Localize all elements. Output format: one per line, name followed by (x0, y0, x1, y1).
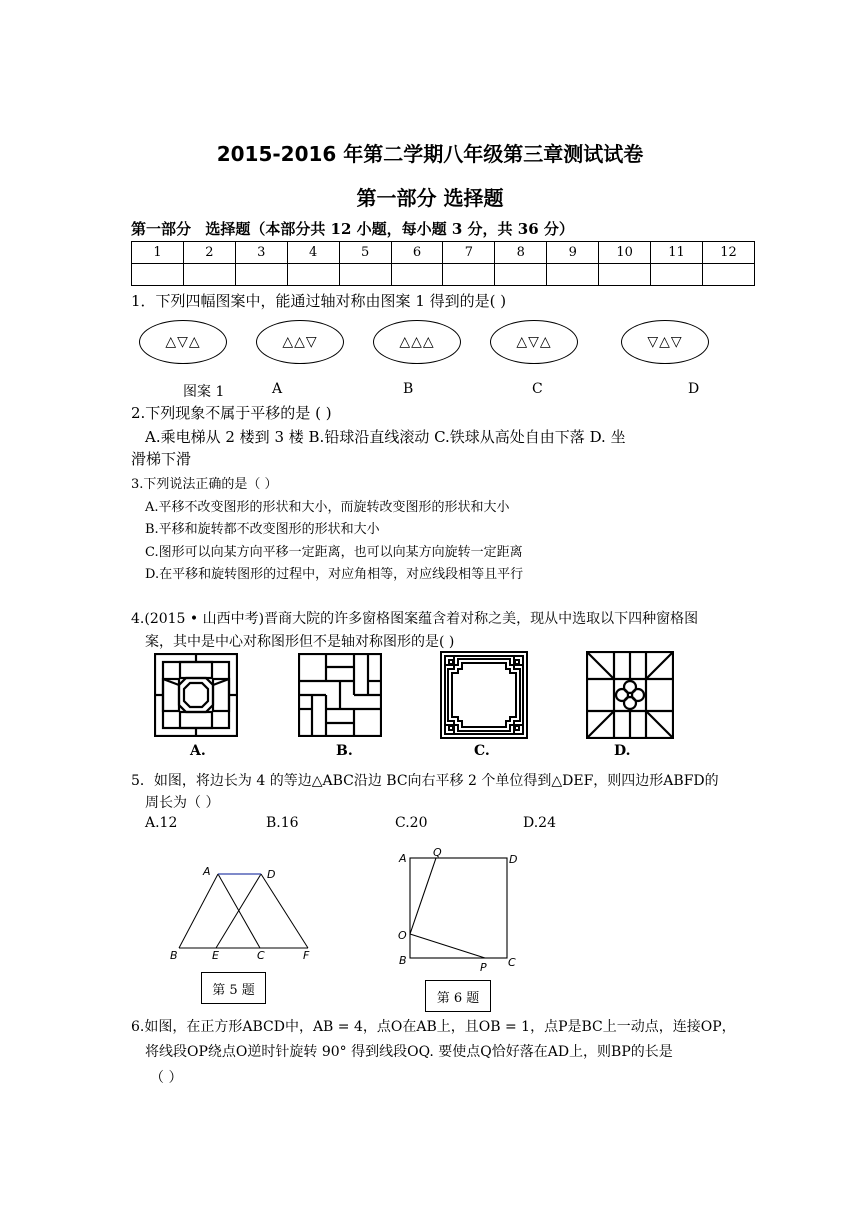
q4-stem-line1: 4.(2015 • 山西中考)晋商大院的许多窗格图案蕴含着对称之美，现从中选取以下四种窗格图 (131, 611, 699, 627)
window-pattern-d (586, 651, 674, 739)
q1-label-c: C (532, 381, 543, 397)
answer-number: 1 (132, 242, 184, 264)
q3-option-c: C.图形可以向某方向平移一定距离，也可以向某方向旋转一定距离 (145, 545, 523, 560)
q2-stem: 2.下列现象不属于平移的是 ( ) (131, 404, 332, 422)
answer-table-number-row (132, 242, 755, 264)
q1-option-b: △△△ (373, 320, 461, 364)
q5-option-c: C.20 (395, 815, 428, 831)
q6-stem-line2: 将线段OP绕点O逆时针旋转 90° 得到线段OQ. 要使点Q恰好落在AD上，则BP的长是 (145, 1044, 673, 1060)
answer-number: 11 (651, 242, 703, 264)
answer-cell[interactable] (183, 264, 235, 286)
q4-label-b: B. (336, 743, 353, 759)
answer-cell[interactable] (235, 264, 287, 286)
answer-cell[interactable] (495, 264, 547, 286)
q6-point-b: B (399, 954, 407, 967)
q1-label-pattern: 图案 1 (183, 384, 225, 400)
answer-cell[interactable] (443, 264, 495, 286)
q4-label-d: D. (614, 743, 631, 759)
q5-figure-label: 第 5 题 (201, 972, 266, 1004)
section-desc: 选择题（本部分共 12 小题，每小题 3 分，共 36 分） (205, 220, 574, 238)
q6-figure (393, 846, 528, 976)
q6-stem-line3: （ ） (150, 1070, 183, 1086)
q4-label-c: C. (474, 743, 490, 759)
q5-point-b: B (170, 949, 178, 962)
q1-option-c: △▽△ (490, 320, 578, 364)
answer-number: 4 (287, 242, 339, 264)
q5-point-c: C (257, 949, 265, 962)
q1-label-b: B (403, 381, 414, 397)
page-title: 2015-2016 年第二学期八年级第三章测试试卷 (216, 142, 644, 166)
q3-option-d: D.在平移和旋转图形的过程中，对应角相等，对应线段相等且平行 (145, 567, 524, 582)
answer-cell[interactable] (547, 264, 599, 286)
q3-option-a: A.平移不改变图形的形状和大小，而旋转改变图形的形状和大小 (145, 500, 510, 515)
answer-number: 9 (547, 242, 599, 264)
q5-option-d: D.24 (523, 815, 556, 831)
answer-cell[interactable] (391, 264, 443, 286)
q5-point-e: E (212, 949, 219, 962)
answer-number: 12 (702, 242, 754, 264)
answer-number: 7 (443, 242, 495, 264)
answer-number: 3 (235, 242, 287, 264)
q3-stem: 3.下列说法正确的是（ ） (131, 477, 278, 492)
q6-stem-line1: 6.如图，在正方形ABCD中，AB = 4，点O在AB上，且OB = 1，点P是BC上一动点，连接OP， (131, 1019, 736, 1035)
answer-table (131, 241, 755, 286)
q2-options-line1: A.乘电梯从 2 楼到 3 楼 B.铅球沿直线滚动 C.铁球从高处自由下落 D. 坐 (145, 428, 626, 446)
q5-stem-line2: 周长为（ ） (145, 795, 220, 811)
answer-number: 8 (495, 242, 547, 264)
q5-figure (160, 860, 330, 965)
page-subtitle: 第一部分 选择题 (356, 186, 504, 210)
q1-label-d: D (688, 381, 700, 397)
q6-point-o: O (398, 929, 407, 942)
answer-cell[interactable] (702, 264, 754, 286)
q1-pattern-1: △▽△ (139, 320, 227, 364)
q6-figure-label: 第 6 题 (425, 980, 491, 1012)
q6-point-d: D (509, 853, 518, 866)
answer-cell[interactable] (132, 264, 184, 286)
q5-stem-line1: 5．如图，将边长为 4 的等边△ABC沿边 BC向右平移 2 个单位得到△DEF，则四边形ABFD的 (131, 773, 719, 789)
q2-options-line2: 滑梯下滑 (131, 450, 192, 468)
q6-point-p: P (480, 961, 487, 974)
answer-table-blank-row (132, 264, 755, 286)
q4-label-a: A. (190, 743, 206, 759)
q5-point-f: F (303, 949, 310, 962)
window-pattern-c (440, 651, 528, 739)
q6-point-c: C (508, 956, 516, 969)
q4-stem-line2: 案，其中是中心对称图形但不是轴对称图形的是( ) (145, 634, 455, 650)
answer-number: 10 (599, 242, 651, 264)
section-label: 第一部分 (131, 220, 192, 238)
q1-label-a: A (272, 381, 283, 397)
q5-point-d: D (267, 868, 276, 881)
q1-stem: 1．下列四幅图案中，能通过轴对称由图案 1 得到的是( ) (131, 292, 507, 310)
window-pattern-a (154, 653, 238, 737)
answer-cell[interactable] (339, 264, 391, 286)
q5-point-a: A (203, 865, 211, 878)
answer-number: 2 (183, 242, 235, 264)
answer-cell[interactable] (651, 264, 703, 286)
window-pattern-b (298, 653, 382, 737)
answer-number: 6 (391, 242, 443, 264)
answer-number: 5 (339, 242, 391, 264)
q5-option-b: B.16 (266, 815, 299, 831)
section-heading (131, 218, 574, 239)
q6-point-a: A (399, 852, 407, 865)
q1-option-a: △△▽ (256, 320, 344, 364)
q6-point-q: Q (433, 846, 442, 859)
q3-option-b: B.平移和旋转都不改变图形的形状和大小 (145, 522, 380, 537)
answer-cell[interactable] (287, 264, 339, 286)
answer-cell[interactable] (599, 264, 651, 286)
q5-option-a: A.12 (145, 815, 178, 831)
q1-option-d: ▽△▽ (621, 320, 709, 364)
